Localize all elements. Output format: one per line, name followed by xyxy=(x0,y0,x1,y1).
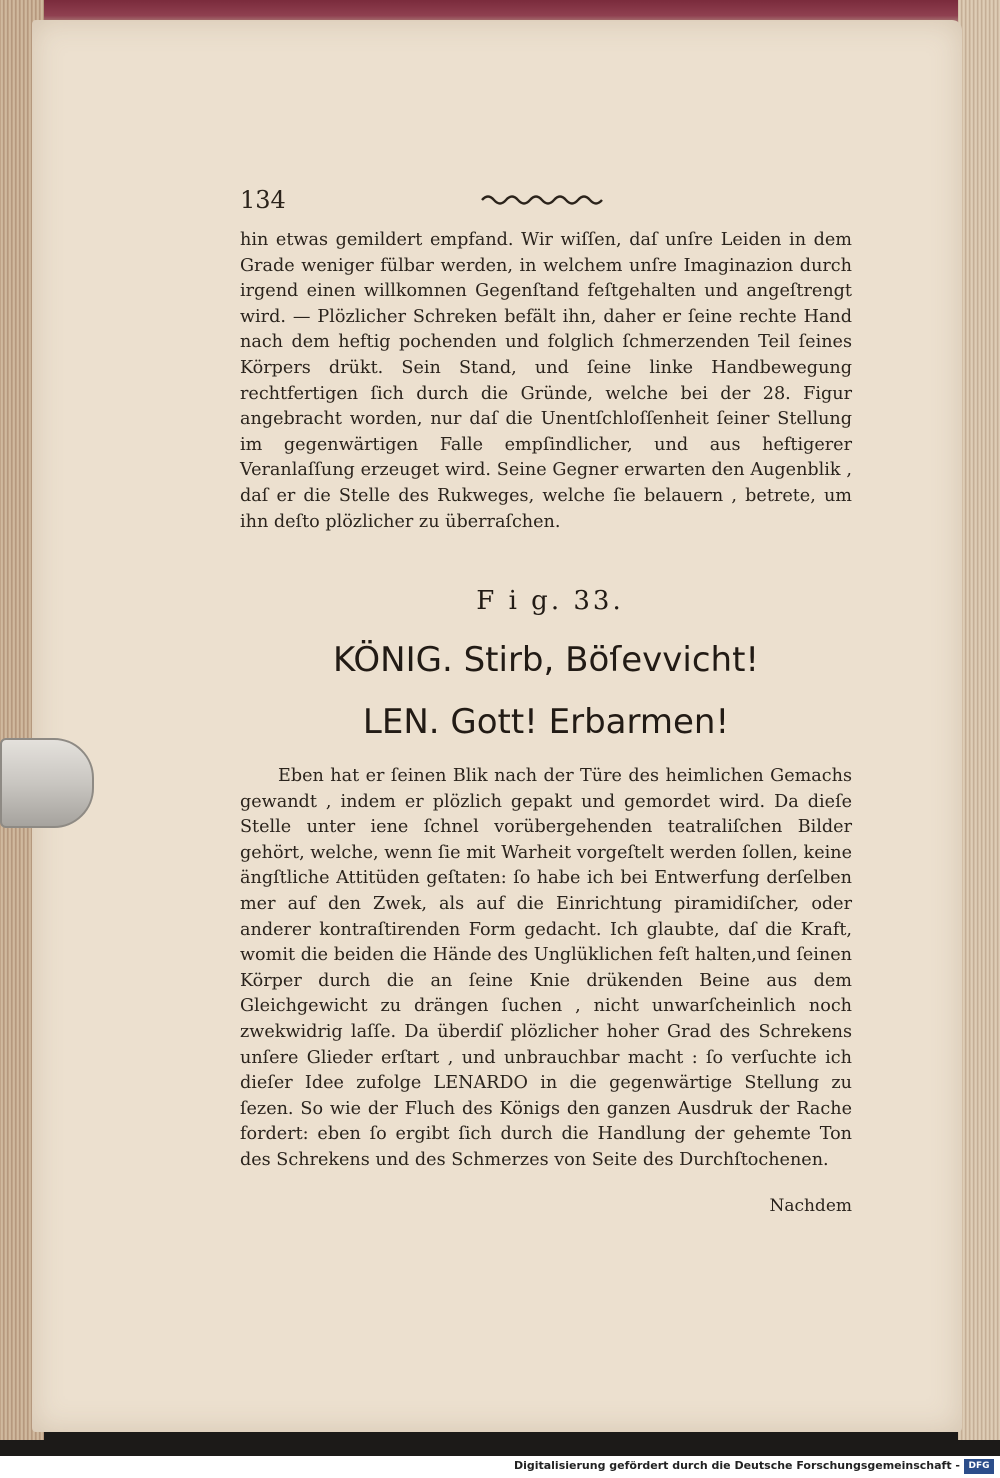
paragraph-continued: hin etwas gemildert empfand. Wir wiſſen, daſ unſre Leiden in dem Grade weniger fülbar werden, in welchem unſre Imaginazion durch irgend einen willkomnen Gegenſtand feſtgehalten und angeſtrengt wird. — Plözlicher Schreken befält ihn, daher er ſeine rechte Hand nach dem heftig pochenden und folglich ſchmerzenden Teil ſeines Körpers drükt. Sein Stand, und ſeine linke Handbewegung rechtfertigen ſich durch die Gründe, welche bei der 28. Figur angebracht worden, nur daſ die Unentſchloſſenheit ſeiner Stellung im gegenwärtigen Falle empſindlicher, und aus heftigerer Veranlaſſung erzeuget wird. Seine Gegner erwarten den Augenblik , daſ er die Stelle des Rukweges, welche ſie belauern , betrete, um ihn deſto plözlicher zu überraſchen. xyxy=(240,230,852,532)
digitization-footer xyxy=(0,1456,1000,1478)
quote-lenardo: LEN. Gott! Erbarmen! xyxy=(362,702,730,742)
quote-koenig: KÖNIG. Stirb, Böſevvicht! xyxy=(332,640,760,680)
page-clip xyxy=(0,738,94,828)
paragraph-figure-description: Eben hat er ſeinen Blik nach der Türe des heimlichen Gemachs gewandt , indem er plözlich gepakt und gemordet wird. Da dieſe Stelle unter iene ſchnel vorübergehenden teatraliſchen Bilder gehört, welche, wenn ſie mit Warheit vorgeſtelt werden ſollen, keine ängſtliche Attitüden geſtaten: ſo habe ich bei Entwerfung derſelben mer auf den Zwek, als auf die Einrichtung piramidiſcher, oder anderer kontraſtirenden Form gedacht. Ich glaubte, daſ die Kraft, womit die beiden die Hände des Unglüklichen feſt halten,und ſeinen Körper durch die an ſeine Knie drükenden Beine aus dem Gleichgewicht zu drängen ſuchen , nicht unwarſcheinlich noch zwekwidrig laſſe. Da überdiſ plözlicher hoher Grad des Schrekens unſere Glieder erſtart , und unbrauchbar macht : ſo verſuchte ich dieſer Idee zufolge LENARDO in die gegenwärtige Stellung zu ſezen. So wie der Fluch des Königs den ganzen Ausdruk der Rache fordert: eben ſo ergibt ſich durch die Handlung der gehemte Ton des Schrekens und des Schmerzes von Seite des Durchſtochenen. xyxy=(240,766,852,1170)
footer-credit: Digitalisierung gefördert durch die Deutsche Forschungsgemeinschaft - xyxy=(513,1459,960,1472)
catchword: Nachdem xyxy=(769,1196,852,1216)
figure-title: F i g. 33. xyxy=(476,586,624,616)
page-header xyxy=(240,186,860,220)
wave-ornament-icon xyxy=(480,190,610,210)
page-number: 134 xyxy=(240,186,286,214)
dfg-logo: DFG xyxy=(964,1459,994,1474)
book-page-edges-right xyxy=(958,0,1000,1440)
